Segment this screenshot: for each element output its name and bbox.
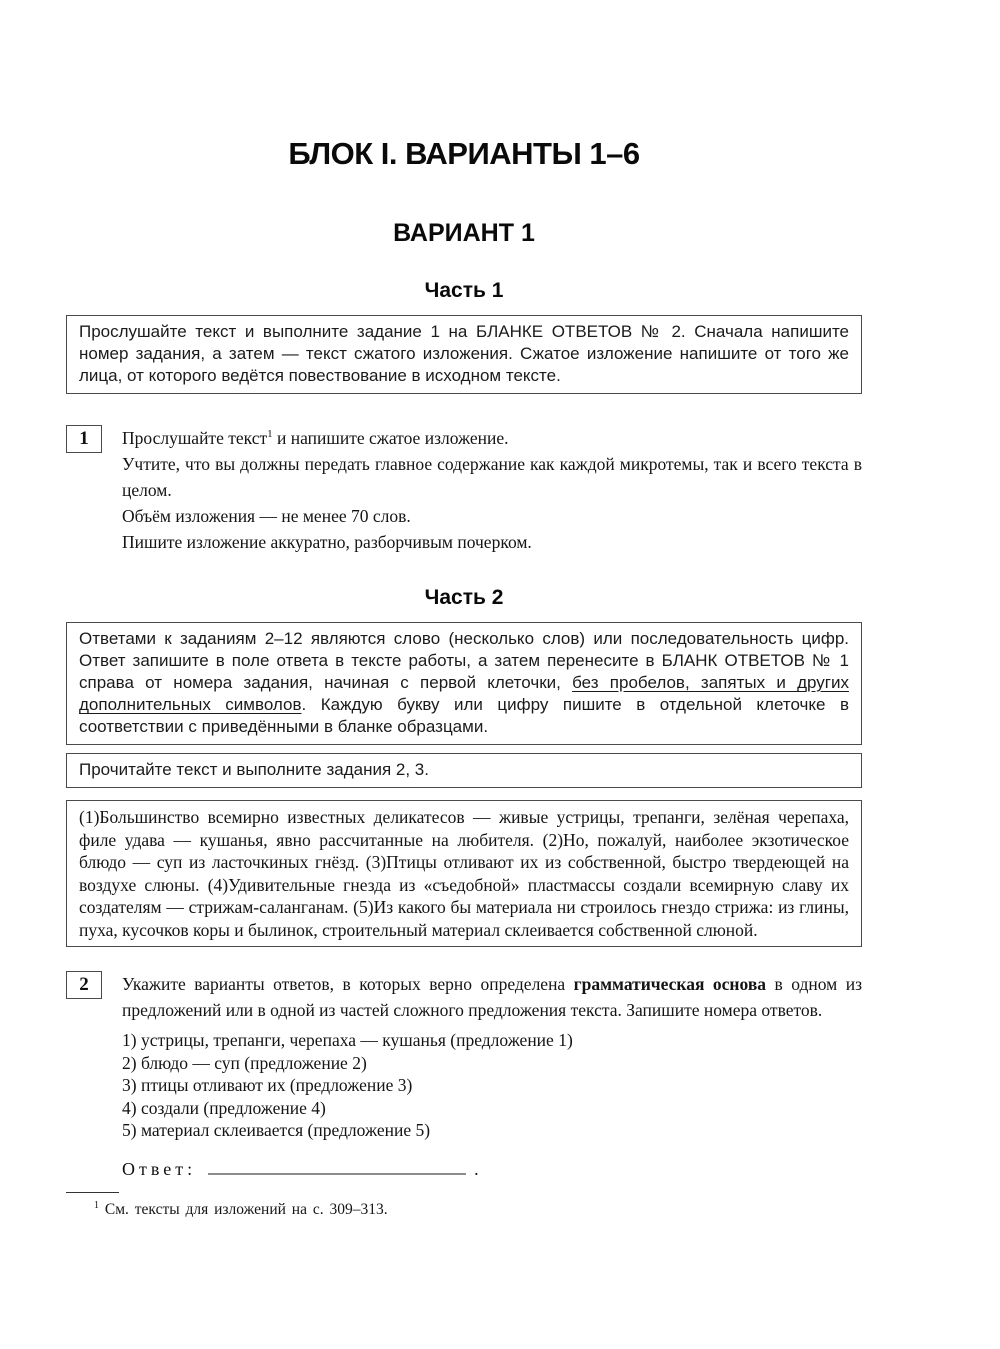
- task-2-prompt-post: в одном из предложений или в одной из частей сложного предложения текста. Запишите номера ответов.: [122, 974, 862, 1020]
- variant-title: ВАРИАНТ 1: [393, 219, 535, 247]
- part2-title: Часть 2: [424, 586, 504, 609]
- part2-instruction-text: [79, 628, 849, 738]
- block-title: БЛОК I. ВАРИАНТЫ 1–6: [288, 136, 640, 171]
- task-2-prompt: [122, 971, 862, 1023]
- task-1-para2: Учтите, что вы должны передать главное содержание как каждой микротемы, так и всего текста в целом.: [122, 454, 862, 500]
- task-2-option-2: 2) блюдо — суп (предложение 2): [122, 1052, 367, 1073]
- task-2-options: [122, 1029, 862, 1142]
- exam-page: [66, 0, 862, 1220]
- read-text-instruction: Прочитайте текст и выполните задания 2, 3.: [79, 760, 429, 779]
- part2-instruction-pre: Ответами к заданиям 2–12 являются слово (несколько слов) или последовательность цифр. Ответ запишите в поле ответа в тексте работы, а затем перенесите в БЛАНК ОТВЕТОВ № 1 справа от номера задания, начиная с первой клеточки,: [79, 629, 849, 692]
- task-2-option-4: 4) создали (предложение 4): [122, 1097, 326, 1118]
- answer-period: .: [474, 1158, 479, 1179]
- part1-instruction-text: Прослушайте текст и выполните задание 1 на БЛАНКЕ ОТВЕТОВ № 2. Сначала напишите номер задания, а затем — текст сжатого изложения. Сжатое изложение напишите от того же лица, от которого ведётся повествование в исходном тексте.: [79, 322, 849, 385]
- task-1-para4: Пишите изложение аккуратно, разборчивым почерком.: [122, 532, 532, 552]
- footnote: [66, 1192, 862, 1220]
- task-2-number-box: 2: [66, 971, 102, 999]
- task-1-para3: Объём изложения — не менее 70 слов.: [122, 506, 411, 526]
- task-2-body: [122, 971, 862, 1182]
- task-2-prompt-pre: Укажите варианты ответов, в которых верно определена: [122, 974, 574, 994]
- answer-row: [122, 1156, 862, 1182]
- task-1-intro-pre: Прослушайте текст: [122, 428, 268, 448]
- part2-instruction-box: [66, 622, 862, 745]
- task-1: [66, 425, 862, 555]
- footnote-divider: [66, 1192, 119, 1193]
- task-1-intro: [122, 425, 862, 451]
- answer-label: Ответ:: [122, 1158, 197, 1179]
- part1-title: Часть 1: [424, 279, 504, 302]
- task-2: [66, 971, 862, 1182]
- footnote-text: [94, 1200, 862, 1220]
- task-2-option-3: 3) птицы отливают их (предложение 3): [122, 1075, 413, 1095]
- part2-instruction-post: . Каждую букву или цифру пишите в отдельной клеточке в соответствии с приведёнными в бланке образцами.: [79, 695, 849, 736]
- task-2-option-5: 5) материал склеивается (предложение 5): [122, 1120, 431, 1140]
- reading-passage-text: (1)Большинство всемирно известных деликатесов — живые устрицы, трепанги, зелёная черепаха, филе удава — кушанья, явно рассчитанные на любителя. (2)Но, пожалуй, наиболее экзотическое блюдо — суп из ласточкиных гнёзд. (3)Птицы отливают их из собственной, быстро твердеющей на воздухе слюны. (4)Удивительные гнезда из «съедобной» пластмассы создали всемирную славу их создателям — стрижам-саланганам. (5)Из какого бы материала ни строилось гнездо стрижа: из глины, пуха, кусочков коры и былинок, строительный материал склеивается собственной слюной.: [79, 807, 849, 940]
- reading-passage-box: [66, 800, 862, 947]
- answer-blank-line: [208, 1172, 466, 1175]
- task-1-body: [122, 425, 862, 555]
- read-text-instruction-box: [66, 753, 862, 788]
- footnote-marker: 1: [94, 1199, 99, 1211]
- task-2-prompt-bold: грамматическая основа: [573, 974, 767, 994]
- part2-instruction-underlined: без пробелов, запятых и других дополнительных символов: [79, 673, 849, 714]
- task-1-intro-post: и напишите сжатое изложение.: [272, 428, 509, 448]
- footnote-reference: 1: [267, 428, 273, 441]
- part1-instruction-box: [66, 315, 862, 394]
- task-2-option-1: 1) устрицы, трепанги, черепаха — кушанья (предложение 1): [122, 1030, 573, 1050]
- footnote-body: См. тексты для изложений на с. 309–313.: [104, 1200, 388, 1218]
- task-1-number-box: 1: [66, 425, 102, 453]
